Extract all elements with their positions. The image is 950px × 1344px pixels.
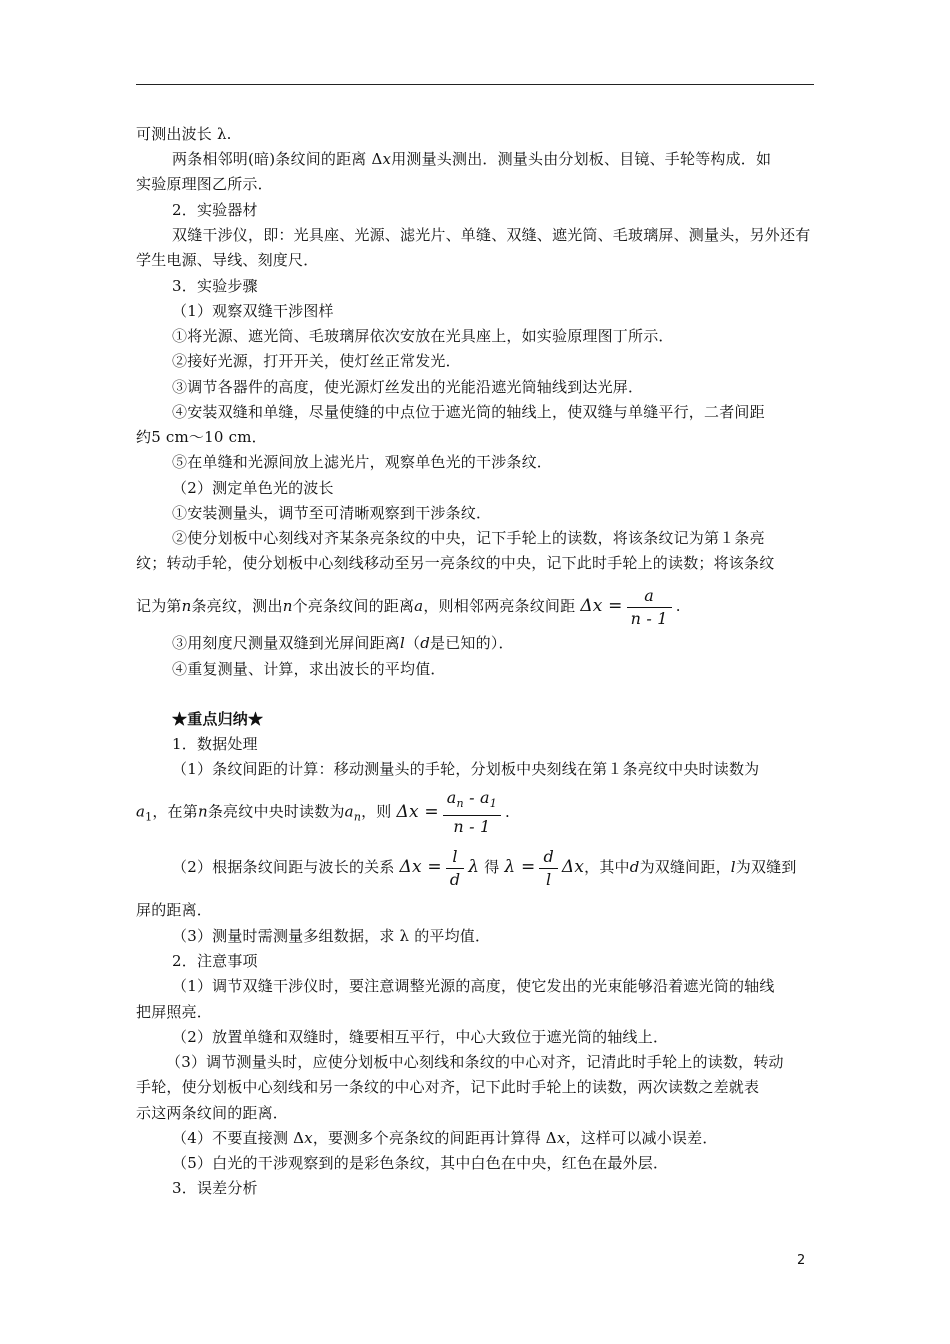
text-line: 双缝干涉仪，即：光具座、光源、滤光片、单缝、双缝、遮光筒、毛玻璃屏、测量头，另外还有 xyxy=(172,226,811,244)
section-heading: 2．注意事项 xyxy=(172,952,258,970)
formula-spacing: Δx = $\frac{a_n - a_1}{n - 1}$ . xyxy=(396,788,510,837)
text-line-with-formula: （2）根据条纹间距与波长的关系 Δx = $\frac{l}{d}$ λ 得 λ = $\frac{d}{l}$ Δx，其中d为双缝间距，l为双缝到 xyxy=(172,846,797,889)
text-line: （4）不要直接测 Δx，要测多个亮条纹的间距再计算得 Δx，这样可以减小误差． xyxy=(172,1129,718,1147)
text-line: （1）调节双缝干涉仪时，要注意调整光源的高度，使它发出的光束能够沿着遮光筒的轴线 xyxy=(172,977,775,995)
section-heading: 3．误差分析 xyxy=(172,1179,258,1197)
text-line: ②接好光源，打开开关，使灯丝正常发光． xyxy=(172,352,461,370)
text-line: （1）观察双缝干涉图样 xyxy=(172,302,334,320)
page-number: 2 xyxy=(797,1253,806,1268)
section-heading: 2．实验器材 xyxy=(172,201,258,219)
text-line: ①安装测量头，调节至可清晰观察到干涉条纹． xyxy=(172,504,492,522)
section-heading: 3．实验步骤 xyxy=(172,277,258,295)
text-line: （2）测定单色光的波长 xyxy=(172,479,334,497)
text-line: ③用刻度尺测量双缝到光屏间距离l（d是已知的）． xyxy=(172,634,514,652)
text-line: 屏的距离． xyxy=(136,901,213,919)
text-line: 把屏照亮． xyxy=(136,1003,213,1021)
text-line: 学生电源、导线、刻度尺． xyxy=(136,251,319,269)
text-line: 约5 cm～10 cm． xyxy=(136,428,267,446)
text-line: ⑤在单缝和光源间放上滤光片，观察单色光的干涉条纹． xyxy=(172,453,553,471)
text-line: ③调节各器件的高度，使光源灯丝发出的光能沿遮光筒轴线到达光屏． xyxy=(172,378,644,396)
text-line: 可测出波长 λ. xyxy=(136,125,232,143)
text-line: ②使分划板中心刻线对齐某条亮条纹的中央，记下手轮上的读数，将该条纹记为第１条亮 xyxy=(172,529,765,547)
text-line: （2）放置单缝和双缝时，缝要相互平行，中心大致位于遮光筒的轴线上． xyxy=(172,1028,669,1046)
text-line: （5）白光的干涉观察到的是彩色条纹，其中白色在中央，红色在最外层． xyxy=(172,1154,669,1172)
formula-spacing: Δx = $\frac{a}{n - 1}$ . xyxy=(580,585,681,628)
text-line: 示这两条纹间的距离． xyxy=(136,1104,289,1122)
text-line: （1）条纹间距的计算：移动测量头的手轮，分划板中央刻线在第１条亮纹中央时读数为 xyxy=(172,760,760,778)
text-line: （3）测量时需测量多组数据，求 λ 的平均值． xyxy=(172,927,491,945)
text-line: ①将光源、遮光筒、毛玻璃屏依次安放在光具座上，如实验原理图丁所示． xyxy=(172,327,674,345)
text-line: ④重复测量、计算，求出波长的平均值． xyxy=(172,660,446,678)
text-line: （3）调节测量头时，应使分划板中心刻线和条纹的中心对齐，记清此时手轮上的读数，转动 xyxy=(166,1053,784,1071)
text-line: 手轮，使分划板中心刻线和另一条纹的中心对齐，记下此时手轮上的读数，两次读数之差就表 xyxy=(136,1078,760,1096)
header-rule xyxy=(136,84,814,85)
text-line: 纹；转动手轮，使分划板中心刻线移动至另一亮条纹的中央，记下此时手轮上的读数；将该条纹 xyxy=(136,554,775,572)
text-line: 实验原理图乙所示． xyxy=(136,175,273,193)
section-title: ★重点归纳★ xyxy=(172,710,264,728)
text-line: ④安装双缝和单缝，尽量使缝的中点位于遮光筒的轴线上，使双缝与单缝平行，二者间距 xyxy=(172,403,765,421)
text-line-with-formula: 记为第n条亮纹，测出n个亮条纹间的距离a，则相邻两亮条纹间距 Δx = $\frac{a}{n - 1}$ . xyxy=(136,585,681,628)
text-line-with-formula: $a_1$，在第n条亮纹中央时读数为$a_n$，则 Δx = $\frac{a_n - a_1}{n - 1}$ . xyxy=(136,788,510,837)
text-line: 两条相邻明(暗)条纹间的距离 Δx用测量头测出．测量头由分划板、目镜、手轮等构成．如 xyxy=(172,150,772,168)
section-heading: 1．数据处理 xyxy=(172,735,258,753)
